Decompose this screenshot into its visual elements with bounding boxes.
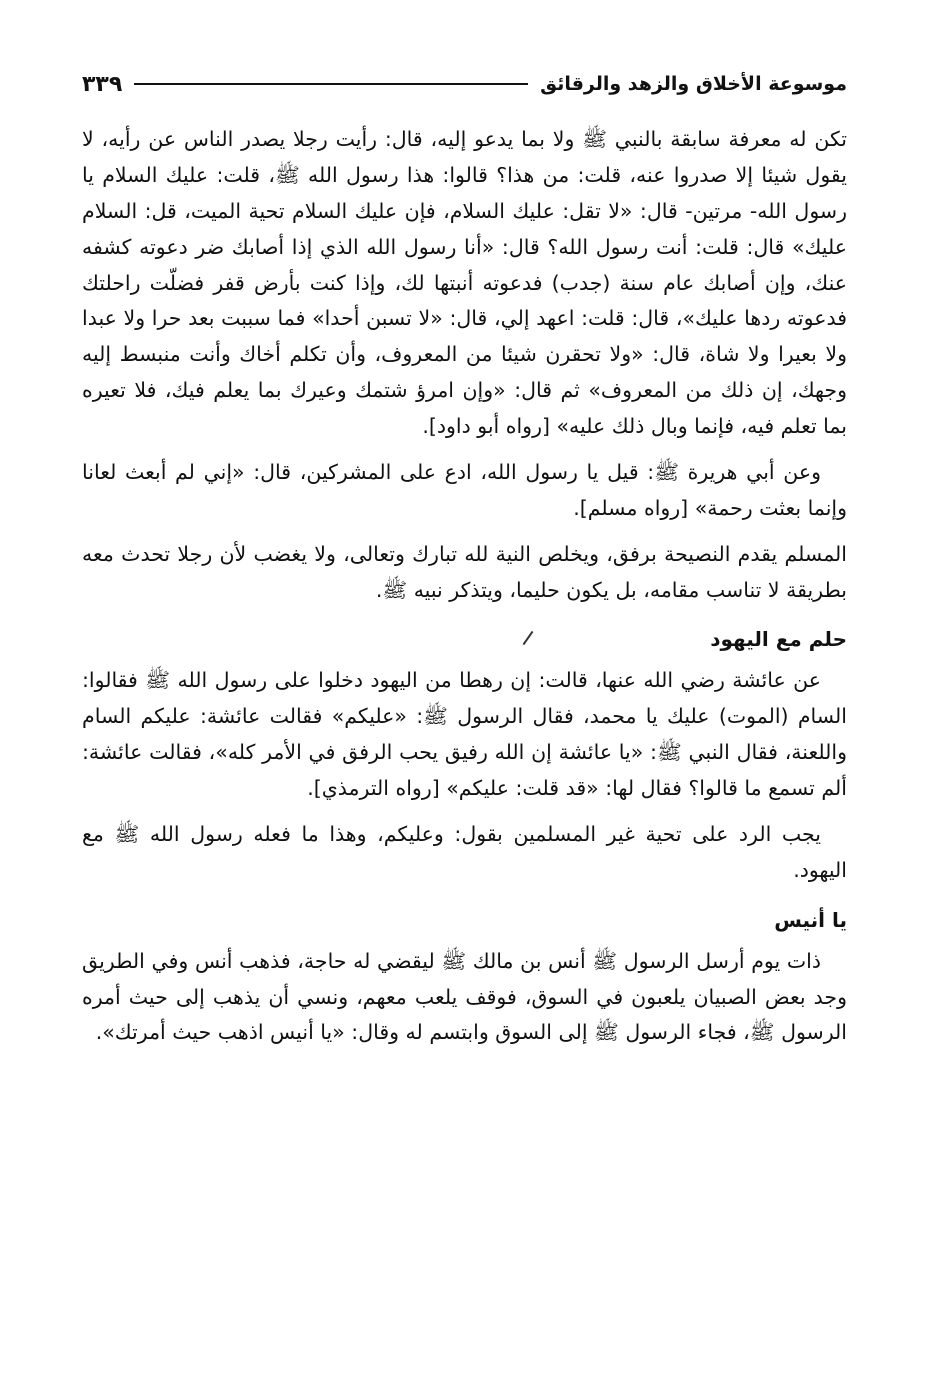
paragraph-6: ذات يوم أرسل الرسول ﷺ أنس بن مالك ﷺ ليقضي له حاجة، فذهب أنس وفي الطريق وجد بعض الصبيان يلعبون في السوق، فوقف يلعب معهم، ونسي أن يذهب إلى حيث أمره الرسول ﷺ، فجاء الرسول ﷺ إلى السوق وابتسم له وقال: «يا أنيس اذهب حيث أمرتك». bbox=[82, 948, 847, 1045]
running-header bbox=[82, 64, 847, 104]
section-heading-2: يا أنيس bbox=[774, 907, 847, 932]
header-rule bbox=[134, 83, 528, 85]
paragraph-1: تكن له معرفة سابقة بالنبي ﷺ ولا بما يدعو إليه، قال: رأيت رجلا يصدر الناس عن رأيه، لا يقول شيئا إلا صدروا عنه، قلت: من هذا؟ قالوا: هذا رسول الله ﷺ، قلت: عليك السلام يا رسول الله- مرتين- قال: «لا تقل: عليك السلام، فإن عليك السلام تحية الميت، قل: السلام عليك» قال: قلت: أنت رسول الله؟ قال: «أنا رسول الله الذي إذا أصابك ضر دعوته كشفه عنك، وإن أصابك عام سنة (جدب) فدعوته أنبتها لك، وإذا كنت بأرض قفر فضلّت راحلتك فدعوته ردها عليك»، قال: قلت: اعهد إلي، قال: «لا تسبن أحدا» فما سببت بعد حرا ولا عبدا ولا بعيرا ولا شاة، قال: «ولا تحقرن شيئا من المعروف، وأن تكلم أخاك وأنت منبسط إليه وجهك، إن ذلك من المعروف» ثم قال: «وإن امرؤ شتمك وعيرك بما يعلم فيك، فلا تعيره بما تعلم فيه، فإنما وبال ذلك عليه» [رواه أبو داود]. bbox=[82, 127, 847, 438]
page-body bbox=[82, 122, 847, 1061]
paragraph-5: يجب الرد على تحية غير المسلمين بقول: وعليكم، وهذا ما فعله رسول الله ﷺ مع اليهود. bbox=[82, 821, 847, 882]
paragraph-4: عن عائشة رضي الله عنها، قالت: إن رهطا من اليهود دخلوا على رسول الله ﷺ فقالوا: السام (الموت) عليك يا محمد، فقال الرسول ﷺ: «عليكم» فقالت عائشة: عليكم السام واللعنة، فقال النبي ﷺ: «يا عائشة إن الله رفيق يحب الرفق في الأمر كله»، فقالت عائشة: ألم تسمع ما قالوا؟ فقال لها: «قد قلت: عليكم» [رواه الترمذي]. bbox=[82, 668, 847, 800]
paragraph-3: المسلم يقدم النصيحة برفق، ويخلص النية لله تبارك وتعالى، ولا يغضب لأن رجلا تحدث معه بطريقة لا تناسب مقامه، بل يكون حليما، ويتذكر نبيه ﷺ. bbox=[82, 541, 847, 602]
book-title: موسوعة الأخلاق والزهد والرقائق bbox=[540, 73, 847, 95]
section-heading-1: حلم مع اليهود bbox=[710, 627, 847, 652]
paragraph-2: وعن أبي هريرة ﷺ: قيل يا رسول الله، ادع على المشركين، قال: «إني لم أبعث لعانا وإنما بعثت رحمة» [رواه مسلم]. bbox=[82, 459, 847, 520]
page-number: ٣٣٩ bbox=[82, 71, 123, 97]
